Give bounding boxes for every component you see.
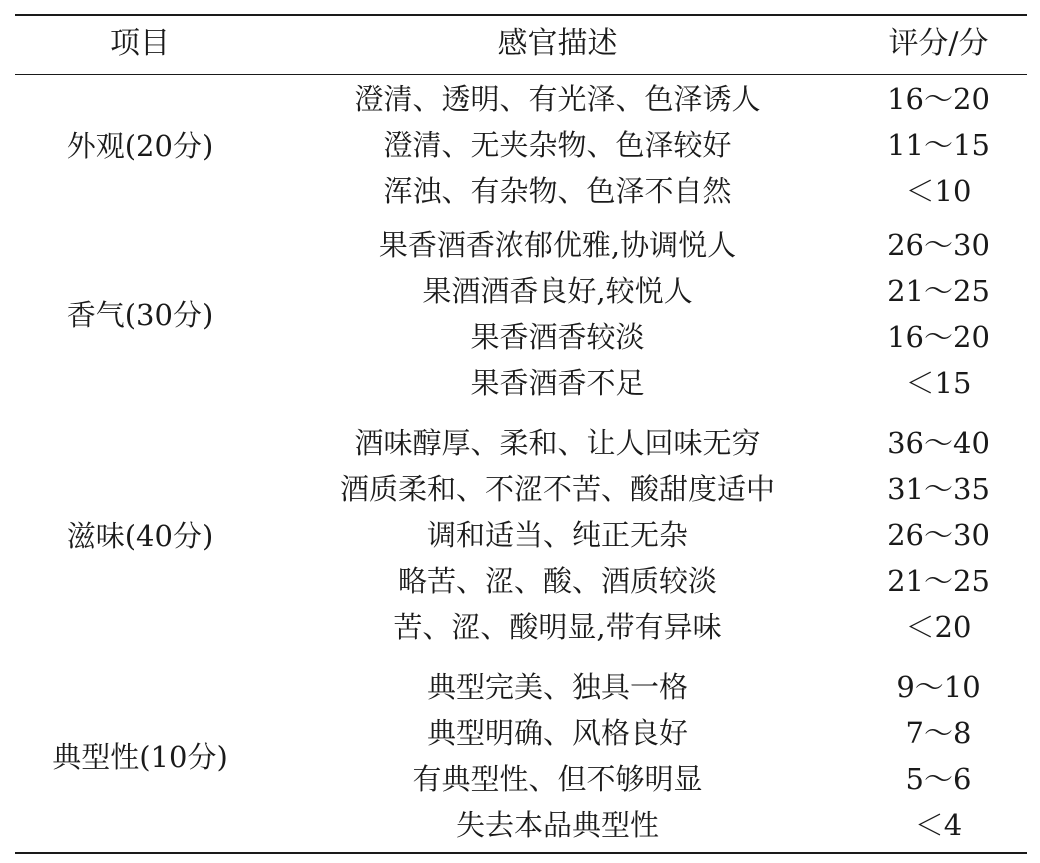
row-description: 酒味醇厚、柔和、让人回味无穷 [354, 426, 761, 460]
row-description: 苦、涩、酸明显,带有异味 [393, 610, 722, 644]
row-description: 酒质柔和、不涩不苦、酸甜度适中 [339, 472, 775, 506]
group-aroma [15, 222, 1027, 408]
table-row [15, 360, 1027, 406]
row-description: 调和适当、纯正无杂 [426, 518, 688, 552]
row-description: 果香酒香浓郁优雅,协调悦人 [378, 228, 737, 262]
row-score: 26～30 [887, 228, 990, 262]
row-score: 31～35 [887, 472, 990, 506]
table-row [15, 604, 1027, 650]
group-taste [15, 420, 1027, 652]
table-header-rule [15, 74, 1027, 75]
header-description: 感官描述 [497, 26, 618, 61]
table-header-row [15, 16, 1027, 74]
row-score: ＜15 [905, 366, 972, 400]
row-description: 澄清、无夹杂物、色泽较好 [383, 128, 732, 162]
row-score: ＜20 [905, 610, 972, 644]
table-row [15, 710, 1027, 756]
row-description: 果香酒香较淡 [470, 320, 645, 354]
row-score: ＜4 [914, 808, 963, 842]
table-row [15, 76, 1027, 122]
group-item-label: 典型性(10分) [52, 740, 228, 774]
row-score: 11～15 [887, 128, 990, 162]
table-row [15, 664, 1027, 710]
table-row [15, 122, 1027, 168]
table-row [15, 420, 1027, 466]
row-score: 36～40 [887, 426, 990, 460]
row-description: 澄清、透明、有光泽、色泽诱人 [354, 82, 761, 116]
row-description: 典型明确、风格良好 [426, 716, 688, 750]
row-description: 典型完美、独具一格 [426, 670, 688, 704]
row-score: ＜10 [905, 174, 972, 208]
row-description: 失去本品典型性 [455, 808, 659, 842]
row-score: 21～25 [887, 564, 990, 598]
row-score: 7～8 [905, 716, 972, 750]
group-item-label: 香气(30分) [66, 298, 214, 332]
row-score: 21～25 [887, 274, 990, 308]
row-description: 有典型性、但不够明显 [412, 762, 703, 796]
row-description: 略苦、涩、酸、酒质较淡 [397, 564, 717, 598]
row-score: 16～20 [887, 320, 990, 354]
row-score: 5～6 [905, 762, 972, 796]
table-row [15, 512, 1027, 558]
row-score: 16～20 [887, 82, 990, 116]
table-bottom-rule [15, 852, 1027, 854]
row-description: 果酒酒香良好,较悦人 [422, 274, 693, 308]
table-row [15, 168, 1027, 214]
table-row [15, 314, 1027, 360]
row-score: 26～30 [887, 518, 990, 552]
header-item: 项目 [110, 26, 170, 61]
table-row [15, 756, 1027, 802]
table-row [15, 802, 1027, 848]
group-appearance [15, 76, 1027, 216]
table-row [15, 268, 1027, 314]
group-item-label: 滋味(40分) [66, 519, 214, 553]
header-score: 评分/分 [888, 26, 989, 61]
table-row [15, 466, 1027, 512]
table-row [15, 558, 1027, 604]
row-description: 浑浊、有杂物、色泽不自然 [383, 174, 732, 208]
row-description: 果香酒香不足 [470, 366, 645, 400]
group-typicality [15, 664, 1027, 850]
table-row [15, 222, 1027, 268]
row-score: 9～10 [896, 670, 981, 704]
group-item-label: 外观(20分) [66, 129, 214, 163]
